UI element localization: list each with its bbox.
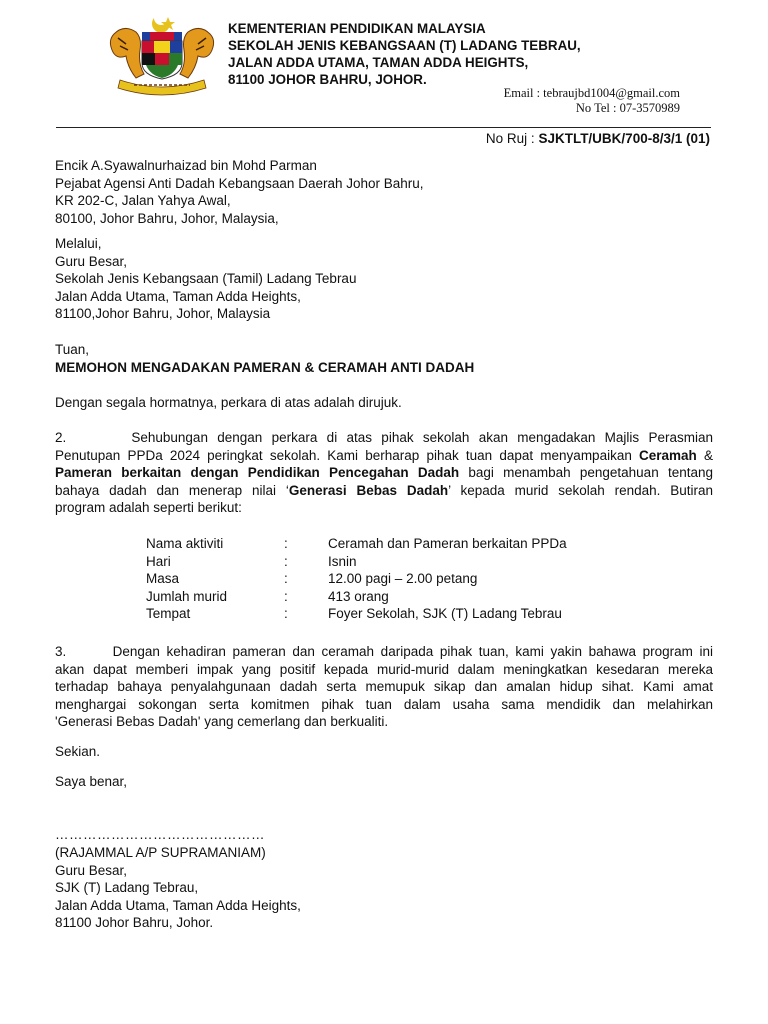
- detail-separator: :: [284, 536, 288, 551]
- recipient-address: [55, 157, 424, 227]
- paragraph-line: [55, 482, 713, 500]
- detail-key: Jumlah murid: [146, 588, 228, 604]
- text-run: bahaya dadah dan menerap nilai ‘: [55, 482, 289, 498]
- signatory-address-line: 81100 Johor Bahru, Johor.: [55, 915, 214, 930]
- contact-email: Email : tebraujbd1004@gmail.com: [503, 86, 680, 100]
- via-address: [55, 235, 356, 323]
- paragraph-line: program adalah seperti berikut:: [55, 500, 242, 515]
- signatory-title: Guru Besar,: [55, 862, 128, 878]
- paragraph-3: [55, 643, 713, 731]
- paragraph-line: 3. Dengan kehadiran pameran dan ceramah daripada pihak tuan, kami yakin bahawa program ini: [55, 644, 713, 659]
- letterhead-organisation: [228, 20, 581, 88]
- address-line: Sekolah Jenis Kebangsaan (Tamil) Ladang Tebrau: [55, 271, 357, 286]
- org-line: JALAN ADDA UTAMA, TAMAN ADDA HEIGHTS,: [228, 55, 529, 70]
- salutation: Tuan,: [55, 342, 90, 357]
- intro-text: Dengan segala hormatnya, perkara di atas adalah dirujuk.: [55, 395, 402, 410]
- paragraph-line: terhadap bahaya penyalahgunaan dadah serta memupuk sikap dan amalan hidup sihat. Kami amat: [55, 679, 713, 694]
- detail-key: Hari: [146, 553, 171, 569]
- signatory-name: (RAJAMMAL A/P SUPRAMANIAM): [55, 845, 266, 860]
- detail-separator: :: [284, 606, 288, 622]
- paragraph-line: [55, 447, 713, 465]
- text-run: Penutupan PPDa 2024 peringkat sekolah. Kami berharap pihak tuan dapat menyampaikan: [55, 447, 640, 463]
- subject-heading: MEMOHON MENGADAKAN PAMERAN & CERAMAH ANTI DADAH: [55, 359, 475, 375]
- org-line: SEKOLAH JENIS KEBANGSAAN (T) LADANG TEBRAU,: [228, 38, 581, 53]
- address-line: 81100,Johor Bahru, Johor, Malaysia: [55, 306, 271, 321]
- programme-details-table: [146, 536, 567, 624]
- closing-text: Sekian.: [55, 744, 101, 759]
- paragraph-line: akan dapat memberi impak yang positif kepada murid-murid dalam meningkatkan kesedaran mereka: [55, 661, 713, 677]
- address-line: Pejabat Agensi Anti Dadah Kebangsaan Daerah Johor Bahru,: [55, 175, 424, 191]
- reference-label: No Ruj :: [485, 131, 535, 146]
- table-row: [146, 536, 567, 554]
- address-line: Jalan Adda Utama, Taman Adda Heights,: [55, 288, 301, 304]
- detail-separator: :: [284, 553, 288, 569]
- intro-paragraph: [55, 394, 402, 412]
- detail-value: 413 orang: [328, 588, 389, 604]
- signatory-address-line: SJK (T) Ladang Tebrau,: [55, 880, 199, 895]
- signatory-address-line: Jalan Adda Utama, Taman Adda Heights,: [55, 897, 301, 913]
- reference-value: SJKTLT/UBK/700-8/3/1 (01): [538, 131, 710, 146]
- detail-separator: :: [284, 571, 288, 587]
- text-run: ’ kepada murid sekolah rendah. Butiran: [448, 482, 713, 498]
- table-row: [146, 571, 567, 589]
- contact-phone: No Tel : 07-3570989: [575, 101, 680, 115]
- detail-value: Isnin: [328, 553, 357, 569]
- detail-key: Masa: [146, 571, 180, 587]
- detail-value: Ceramah dan Pameran berkaitan PPDa: [328, 536, 567, 551]
- sign-off: [55, 773, 127, 791]
- detail-value: 12.00 pagi – 2.00 petang: [328, 571, 478, 587]
- org-line: 81100 JOHOR BAHRU, JOHOR.: [228, 72, 427, 87]
- salutation-block: [55, 341, 474, 376]
- malaysia-coat-of-arms-icon: [106, 14, 218, 96]
- table-row: [146, 589, 567, 607]
- closing: [55, 743, 100, 761]
- paragraph-line: [55, 464, 713, 482]
- detail-value: Foyer Sekolah, SJK (T) Ladang Tebrau: [328, 606, 562, 622]
- table-row: [146, 554, 567, 572]
- emphasis-run: Pameran berkaitan dengan Pendidikan Pencegahan Dadah: [55, 465, 460, 480]
- address-line: Melalui,: [55, 236, 102, 251]
- table-row: [146, 606, 567, 624]
- detail-separator: :: [284, 588, 288, 604]
- emphasis-run: Ceramah: [639, 447, 697, 463]
- detail-key: Tempat: [146, 606, 191, 622]
- org-line: KEMENTERIAN PENDIDIKAN MALAYSIA: [228, 21, 486, 36]
- letterhead-divider: [56, 127, 711, 128]
- reference-number: [486, 131, 710, 146]
- paragraph-2: [55, 429, 713, 517]
- letterhead-contact: [504, 86, 680, 116]
- signature-line: ………………………………………: [55, 827, 265, 842]
- paragraph-line: menghargai sokongan serta komitmen pihak tuan dalam usaha sama mendidik dan melahirkan: [55, 696, 713, 712]
- address-line: Encik A.Syawalnurhaizad bin Mohd Parman: [55, 158, 317, 173]
- paragraph-line: 'Generasi Bebas Dadah' yang cemerlang dan berkualiti.: [55, 714, 389, 729]
- signatory-block: [55, 844, 301, 932]
- address-line: 80100, Johor Bahru, Johor, Malaysia,: [55, 210, 279, 226]
- address-line: KR 202-C, Jalan Yahya Awal,: [55, 193, 231, 208]
- text-run: &: [696, 447, 713, 463]
- address-line: Guru Besar,: [55, 253, 128, 269]
- sign-off-text: Saya benar,: [55, 774, 128, 789]
- detail-key: Nama aktiviti: [146, 536, 224, 551]
- paragraph-line: 2. Sehubungan dengan perkara di atas pihak sekolah akan mengadakan Majlis Perasmian: [55, 430, 713, 445]
- emphasis-run: Generasi Bebas Dadah: [288, 482, 449, 498]
- text-run: bagi menambah pengetahuan tentang: [459, 465, 713, 480]
